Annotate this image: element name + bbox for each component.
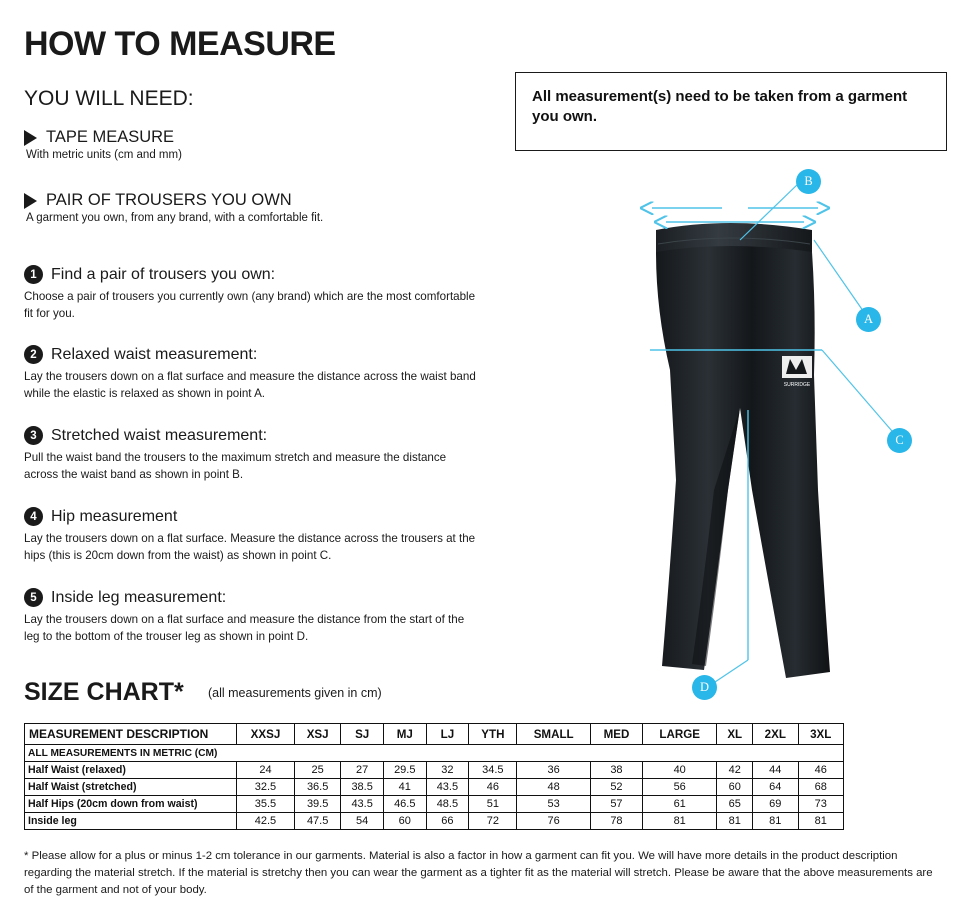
table-row [25, 779, 844, 796]
size-chart-note: (all measurements given in cm) [208, 686, 382, 700]
cell: 68 [798, 779, 844, 796]
cell: 65 [717, 796, 753, 813]
cell: 54 [341, 813, 384, 830]
cell: 32 [426, 762, 469, 779]
cell: 35.5 [237, 796, 295, 813]
marker-d: D [692, 675, 717, 700]
step-number: 2 [24, 345, 43, 364]
cell: 56 [643, 779, 717, 796]
brand-logo [782, 356, 812, 388]
section-subtitle: YOU WILL NEED: [24, 87, 194, 111]
cell: 25 [294, 762, 340, 779]
leader-a [814, 240, 868, 318]
cell: 27 [341, 762, 384, 779]
cell: 46.5 [383, 796, 426, 813]
cell: 36 [517, 762, 590, 779]
cell: 29.5 [383, 762, 426, 779]
column-header-small: SMALL [517, 724, 590, 745]
column-header-large: LARGE [643, 724, 717, 745]
need-description: A garment you own, from any brand, with a comfortable fit. [26, 212, 324, 224]
cell: 60 [717, 779, 753, 796]
row-label: Half Waist (stretched) [25, 779, 237, 796]
cell: 44 [753, 762, 798, 779]
step-body: Choose a pair of trousers you currently own (any brand) which are the most comfortable fit for you. [24, 290, 476, 320]
cell: 81 [753, 813, 798, 830]
step-3 [24, 426, 479, 484]
cell: 32.5 [237, 779, 295, 796]
row-label: Half Hips (20cm down from waist) [25, 796, 237, 813]
step-title: Hip measurement [51, 507, 178, 525]
cell: 81 [643, 813, 717, 830]
cell: 36.5 [294, 779, 340, 796]
trousers-body [656, 225, 830, 678]
callout-box: All measurement(s) need to be taken from a garment you own. [515, 72, 947, 151]
cell: 81 [717, 813, 753, 830]
step-body: Lay the trousers down on a flat surface and measure the distance from the start of the leg to the bottom of the trouser leg as shown in point D. [24, 613, 465, 643]
cell: 38.5 [341, 779, 384, 796]
table-row [25, 796, 844, 813]
cell: 46 [469, 779, 517, 796]
column-header-lj: LJ [426, 724, 469, 745]
table-header-row [25, 724, 844, 745]
cell: 73 [798, 796, 844, 813]
metric-note: ALL MEASUREMENTS IN METRIC (CM) [25, 745, 844, 762]
table-row [25, 762, 844, 779]
column-header-xsj: XSJ [294, 724, 340, 745]
brand-label: SURRIDGE [783, 382, 811, 388]
cell: 48.5 [426, 796, 469, 813]
table-row-metric-note [25, 745, 844, 762]
step-number: 4 [24, 507, 43, 526]
cell: 57 [590, 796, 642, 813]
footnote: * Please allow for a plus or minus 1-2 cm tolerance in our garments. Material is also a factor in how a garment can fit you. We will have more details in the product description regarding the material stretch. If the material is stretchy then you can wear the garment as a tighter fit as the material will stretch. Please be aware that the above measurements are of the garment and not of your body. [24, 850, 933, 897]
step-title: Find a pair of trousers you own: [51, 265, 276, 283]
row-label: Inside leg [25, 813, 237, 830]
need-item-tape-measure [24, 128, 182, 161]
marker-b: B [796, 169, 821, 194]
step-4 [24, 507, 479, 565]
cell: 72 [469, 813, 517, 830]
step-body: Lay the trousers down on a flat surface and measure the distance across the waist band while the elastic is relaxed as shown in point A. [24, 370, 476, 400]
cell: 42.5 [237, 813, 295, 830]
cell: 40 [643, 762, 717, 779]
cell: 47.5 [294, 813, 340, 830]
cell: 53 [517, 796, 590, 813]
cell: 34.5 [469, 762, 517, 779]
step-title: Relaxed waist measurement: [51, 345, 258, 363]
column-header-xl: XL [717, 724, 753, 745]
cell: 76 [517, 813, 590, 830]
table-row [25, 813, 844, 830]
cell: 43.5 [426, 779, 469, 796]
cell: 61 [643, 796, 717, 813]
cell: 78 [590, 813, 642, 830]
need-item-trousers [24, 191, 323, 224]
cell: 43.5 [341, 796, 384, 813]
cell: 69 [753, 796, 798, 813]
triangle-bullet-icon [24, 130, 37, 146]
cell: 48 [517, 779, 590, 796]
cell: 38 [590, 762, 642, 779]
cell: 66 [426, 813, 469, 830]
cell: 42 [717, 762, 753, 779]
column-header-sj: SJ [341, 724, 384, 745]
size-chart-heading: SIZE CHART* [24, 678, 184, 706]
step-number: 3 [24, 426, 43, 445]
cell: 39.5 [294, 796, 340, 813]
step-body: Lay the trousers down on a flat surface. Measure the distance across the trousers at the hips (this is 20cm down from the waist) as shown in point C. [24, 532, 476, 562]
column-header-mj: MJ [383, 724, 426, 745]
step-5 [24, 588, 479, 646]
trousers-diagram [600, 160, 960, 720]
cell: 64 [753, 779, 798, 796]
cell: 52 [590, 779, 642, 796]
column-header-2xl: 2XL [753, 724, 798, 745]
need-description: With metric units (cm and mm) [26, 149, 182, 161]
column-header-3xl: 3XL [798, 724, 844, 745]
need-title: TAPE MEASURE [46, 128, 175, 146]
marker-c: C [887, 428, 912, 453]
step-body: Pull the waist band the trousers to the maximum stretch and measure the distance across the waist band as shown in point B. [24, 451, 447, 481]
step-1 [24, 265, 479, 323]
step-number: 1 [24, 265, 43, 284]
step-title: Inside leg measurement: [51, 588, 227, 606]
row-label: Half Waist (relaxed) [25, 762, 237, 779]
column-header-description: MEASUREMENT DESCRIPTION [25, 724, 237, 745]
cell: 60 [383, 813, 426, 830]
need-title: PAIR OF TROUSERS YOU OWN [46, 191, 292, 209]
cell: 46 [798, 762, 844, 779]
triangle-bullet-icon [24, 193, 37, 209]
marker-a: A [856, 307, 881, 332]
step-title: Stretched waist measurement: [51, 426, 268, 444]
cell: 51 [469, 796, 517, 813]
column-header-med: MED [590, 724, 642, 745]
column-header-xxsj: XXSJ [237, 724, 295, 745]
step-2 [24, 345, 479, 403]
column-header-yth: YTH [469, 724, 517, 745]
page-title: HOW TO MEASURE [24, 24, 336, 63]
cell: 41 [383, 779, 426, 796]
leader-c [822, 350, 898, 438]
step-number: 5 [24, 588, 43, 607]
cell: 24 [237, 762, 295, 779]
size-chart-table [24, 723, 844, 830]
cell: 81 [798, 813, 844, 830]
